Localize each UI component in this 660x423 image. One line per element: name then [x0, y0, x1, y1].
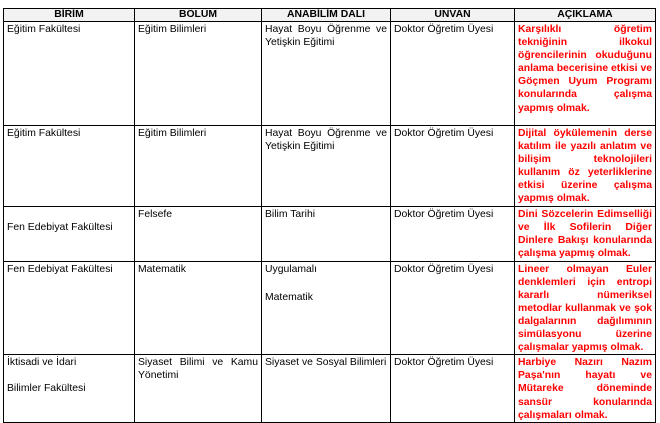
cell-bolum: Eğitim Bilimleri — [135, 22, 262, 126]
birim-line2: Bilimler Fakültesi — [7, 383, 86, 395]
cell-aciklama: Lineer olmayan Euler denklemleri için entropi kararlı nümeriksel metodlar kullanmak ve şok dalgalarının dağılımının simülasyonu üzerine çalışmalar yapmış olmak. — [515, 261, 656, 355]
cell-aciklama: Dijital öykülemenin derse katılım ile yazılı anlatım ve bilişim teknolojileri kullanım öz yeterliklerine etkisi üzerine çalışma yapmış olmak. — [515, 126, 656, 207]
anabilim-line2: Matematik — [265, 291, 313, 303]
cell-unvan: Doktor Öğretim Üyesi — [391, 355, 515, 422]
cell-birim: Fen Edebiyat Fakültesi — [4, 261, 135, 355]
table-row — [4, 355, 656, 422]
birim-line1: İktisadi ve İdari — [7, 357, 77, 369]
cell-unvan: Doktor Öğretim Üyesi — [391, 22, 515, 126]
cell-bolum: Eğitim Bilimleri — [135, 126, 262, 207]
cell-unvan: Doktor Öğretim Üyesi — [391, 126, 515, 207]
table-row — [4, 22, 656, 126]
cell-unvan: Doktor Öğretim Üyesi — [391, 206, 515, 261]
cell-bolum: Siyaset Bilimi ve Kamu Yönetimi — [135, 355, 262, 422]
header-birim: BİRİM — [4, 9, 135, 22]
header-bolum: BÖLÜM — [135, 9, 262, 22]
table-row — [4, 261, 656, 355]
cell-birim: Eğitim Fakültesi — [4, 126, 135, 207]
cell-bolum: Matematik — [135, 261, 262, 355]
cell-aciklama: Dini Sözcelerin Edimselliği ve İlk Sofilerin Diğer Dinlere Bakışı konularında çalışma yapmış olmak. — [515, 206, 656, 261]
cell-unvan: Doktor Öğretim Üyesi — [391, 261, 515, 355]
cell-birim-text: Fen Edebiyat Fakültesi — [7, 221, 113, 233]
cell-anabilim: Hayat Boyu Öğrenme ve Yetişkin Eğitimi — [262, 126, 391, 207]
cell-birim — [4, 355, 135, 422]
positions-table — [3, 8, 656, 423]
cell-birim — [4, 206, 135, 261]
cell-anabilim: Bilim Tarihi — [262, 206, 391, 261]
cell-birim: Eğitim Fakültesi — [4, 22, 135, 126]
header-row — [4, 9, 656, 22]
table-row — [4, 206, 656, 261]
cell-aciklama: Karşılıklı öğretim tekniğinin ilkokul öğrencilerinin okuduğunu anlama becerisine etkisi ve Göçmen Uyum Programı konularında çalışma yapmış olmak. — [515, 22, 656, 126]
header-anabilim: ANABİLİM DALI — [262, 9, 391, 22]
anabilim-line1: Uygulamalı — [265, 263, 317, 275]
cell-aciklama: Harbiye Nazırı Nazım Paşa'nın hayatı ve Mütareke döneminde sansür konularında çalışmaları olmak. — [515, 355, 656, 422]
table-row — [4, 126, 656, 207]
cell-anabilim — [262, 261, 391, 355]
cell-bolum: Felsefe — [135, 206, 262, 261]
header-unvan: UNVAN — [391, 9, 515, 22]
cell-anabilim: Hayat Boyu Öğrenme ve Yetişkin Eğitimi — [262, 22, 391, 126]
header-aciklama: AÇIKLAMA — [515, 9, 656, 22]
cell-anabilim: Siyaset ve Sosyal Bilimleri — [262, 355, 391, 422]
